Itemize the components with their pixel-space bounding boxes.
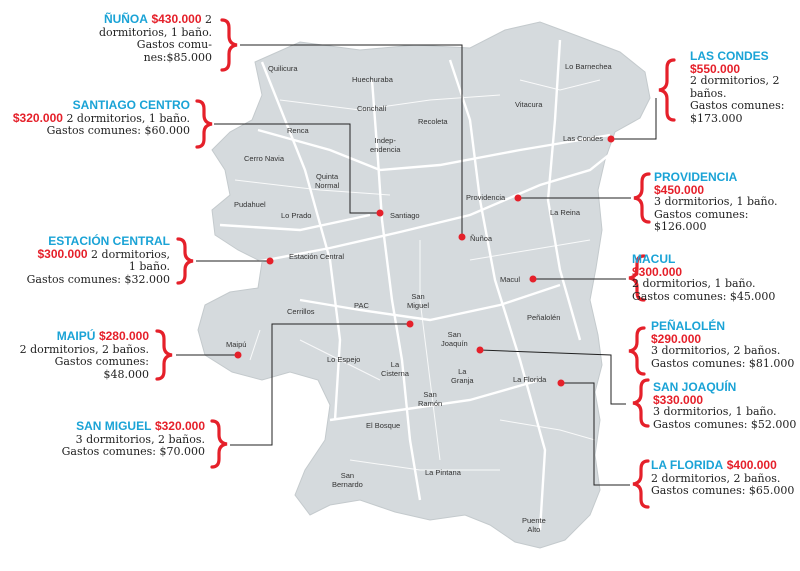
listing-price: $550.000	[690, 61, 741, 76]
commune-label-recoleta: Recoleta	[418, 117, 448, 126]
commune-label-la-granja: La Granja	[451, 367, 474, 385]
listing-title: SANTIAGO CENTRO	[72, 98, 190, 112]
listing-card-macul	[632, 253, 792, 303]
listing-title: MAIPÚ	[56, 329, 96, 343]
brace-maipu	[157, 331, 172, 379]
listing-card-estacion-central	[10, 235, 170, 286]
commune-label-huechuraba: Huechuraba	[352, 75, 393, 84]
commune-label-la-reina: La Reina	[550, 208, 581, 217]
listing-rooms: 3 dormitorios, 1 baño.	[653, 405, 777, 419]
commune-label-cerro-navia: Cerro Navia	[244, 154, 285, 163]
commune-label-cerrillos: Cerrillos	[287, 307, 315, 316]
listing-price: $430.000	[151, 12, 202, 26]
listing-rooms: 2 dormitorios, 1 baño.	[632, 277, 756, 291]
commune-label-san-joaquin: San Joaquín	[441, 330, 468, 348]
commune-label-san-bernardo: San Bernardo	[332, 471, 363, 489]
commune-label-las-condes: Las Condes	[563, 134, 604, 143]
listing-fees: Gastos comu- nes:$85.000	[136, 38, 212, 64]
commune-label-lo-espejo: Lo Espejo	[327, 355, 361, 364]
listing-rooms: 2 dormitorios, 2 baños.	[690, 74, 780, 100]
listing-fees: Gastos comunes: $126.000	[654, 207, 749, 234]
commune-label-la-pintana: La Pintana	[425, 468, 461, 477]
listing-rooms: 2 dormitorios, 1 baño.	[91, 247, 170, 274]
listing-rooms: 3 dormitorios, 2 baños.	[75, 432, 205, 446]
commune-label-lo-barnechea: Lo Barnechea	[565, 62, 612, 71]
listing-card-san-joaquin	[653, 381, 798, 431]
commune-label-vitacura: Vitacura	[515, 100, 543, 109]
listing-title: MACUL	[632, 252, 676, 266]
listing-card-las-condes	[690, 50, 795, 126]
listing-title: PEÑALOLÉN	[651, 319, 726, 333]
listing-title: SAN JOAQUÍN	[653, 380, 737, 394]
listing-title: ESTACIÓN CENTRAL	[48, 234, 170, 248]
commune-label-lo-prado: Lo Prado	[281, 211, 312, 220]
listing-rooms: 3 dormitorios, 1 baño.	[654, 195, 778, 209]
commune-label-la-florida: La Florida	[513, 375, 547, 384]
commune-label-san-ramon: San Ramón	[418, 390, 443, 408]
commune-label-independencia: Indep- endencia	[370, 136, 401, 154]
listing-price: $300.000	[37, 246, 88, 261]
listing-price: $400.000	[726, 458, 777, 472]
listing-title: LAS CONDES	[690, 49, 769, 63]
brace-santiago-centro	[197, 101, 212, 147]
listing-fees: Gastos comunes: $45.000	[632, 289, 776, 303]
listing-fees: Gastos comunes: $52.000	[653, 417, 797, 431]
listing-fees: Gastos comunes: $81.000	[651, 356, 795, 370]
brace-la-florida	[633, 461, 648, 507]
commune-label-providencia: Providencia	[466, 193, 506, 202]
commune-label-estacion-central: Estación Central	[289, 252, 345, 261]
listing-fees: Gastos comunes: $32.000	[26, 272, 170, 286]
brace-estacion-central	[178, 239, 193, 283]
listing-price: $320.000	[154, 419, 205, 433]
listing-card-san-miguel	[10, 420, 205, 459]
listing-price: $450.000	[654, 182, 705, 197]
listing-rooms: 2 dormitorios, 1 baño.	[66, 111, 190, 125]
commune-label-macul: Macul	[500, 275, 521, 284]
commune-label-puente-alto: Puente Alto	[522, 516, 546, 534]
commune-label-maipu: Maipú	[226, 340, 247, 349]
listing-rooms: 2 dormitorios, 1 baño.	[98, 13, 212, 39]
listing-fees: Gastos comunes: $65.000	[651, 484, 795, 498]
brace-providencia	[634, 174, 649, 222]
brace-penalolen	[629, 328, 644, 374]
listing-title: SAN MIGUEL	[76, 419, 152, 433]
commune-label-nunoa: Ñuñoa	[470, 234, 493, 243]
commune-label-quilicura: Quilicura	[268, 64, 298, 73]
listing-card-providencia	[654, 171, 794, 234]
commune-label-renca: Renca	[287, 126, 309, 135]
listing-title: ÑUÑOA	[103, 12, 148, 26]
commune-label-pac: PAC	[354, 301, 369, 310]
commune-label-la-cisterna: La Cisterna	[381, 360, 409, 378]
commune-label-conchali: Conchalí	[357, 104, 387, 113]
commune-label-quinta-normal: Quinta Normal	[315, 172, 340, 190]
commune-label-pudahuel: Pudahuel	[234, 200, 266, 209]
listing-card-penalolen	[651, 320, 798, 370]
commune-label-santiago: Santiago	[390, 211, 420, 220]
listing-card-santiago-centro	[0, 99, 190, 138]
listing-fees: Gastos comunes: $173.000	[690, 99, 785, 125]
brace-san-joaquin	[633, 380, 648, 426]
listing-price: $330.000	[653, 392, 704, 407]
listing-fees: Gastos comunes: $60.000	[46, 124, 190, 138]
listing-fees: Gastos comunes: $48.000	[54, 355, 149, 381]
listing-title: LA FLORIDA	[651, 458, 724, 472]
listing-rooms: 2 dormitorios, 2 baños.	[651, 471, 781, 485]
listing-price: $320.000	[12, 110, 63, 125]
listing-rooms: 2 dormitorios, 2 baños.	[19, 342, 149, 356]
brace-las-condes	[659, 60, 674, 120]
listing-fees: Gastos comunes: $70.000	[61, 445, 205, 459]
listing-rooms: 3 dormitorios, 2 baños.	[651, 344, 781, 358]
listing-title: PROVIDENCIA	[654, 170, 738, 184]
brace-nunoa	[222, 20, 237, 70]
commune-label-penalolen: Peñalolén	[527, 313, 561, 322]
commune-label-el-bosque: El Bosque	[366, 421, 401, 430]
brace-san-miguel	[212, 421, 227, 467]
commune-label-san-miguel: San Miguel	[407, 292, 430, 310]
listing-card-maipu	[4, 330, 149, 381]
listing-card-la-florida	[651, 459, 798, 498]
listing-price: $290.000	[651, 331, 702, 346]
listing-price: $300.000	[632, 264, 683, 279]
listing-price: $280.000	[98, 329, 149, 343]
listing-card-nunoa	[12, 13, 212, 64]
